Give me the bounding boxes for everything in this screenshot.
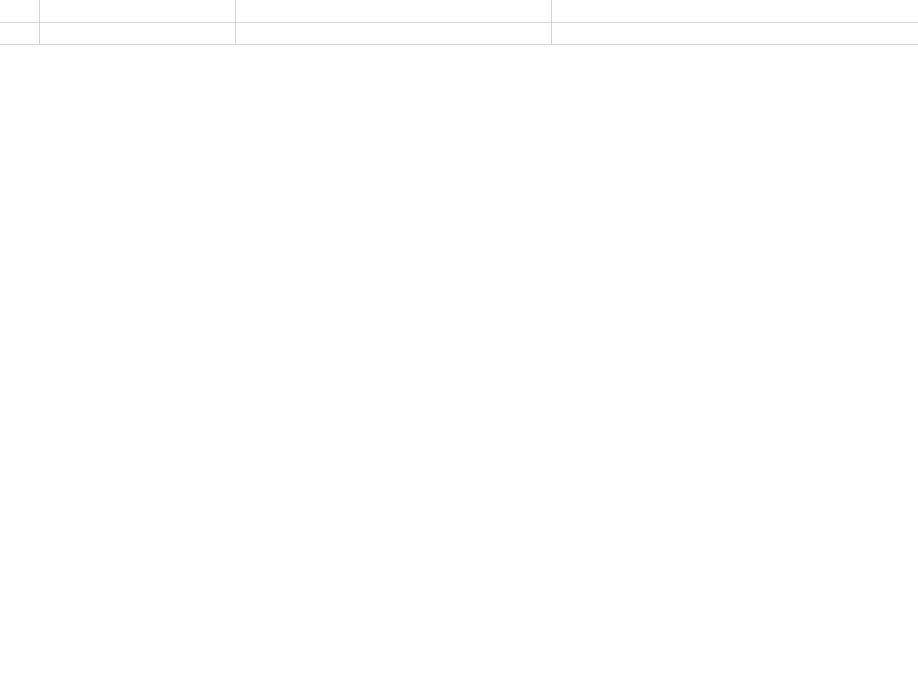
- row-header[interactable]: [0, 23, 40, 44]
- cell-total-count[interactable]: [236, 0, 552, 22]
- cell-empty[interactable]: [552, 23, 918, 44]
- header-row: [0, 0, 918, 23]
- cell-empty[interactable]: [236, 23, 552, 44]
- cell-empty[interactable]: [40, 23, 236, 44]
- cell-empty[interactable]: [552, 0, 918, 22]
- cell-region-name[interactable]: [40, 0, 236, 22]
- blank-row: [0, 23, 918, 45]
- row-header[interactable]: [0, 0, 40, 22]
